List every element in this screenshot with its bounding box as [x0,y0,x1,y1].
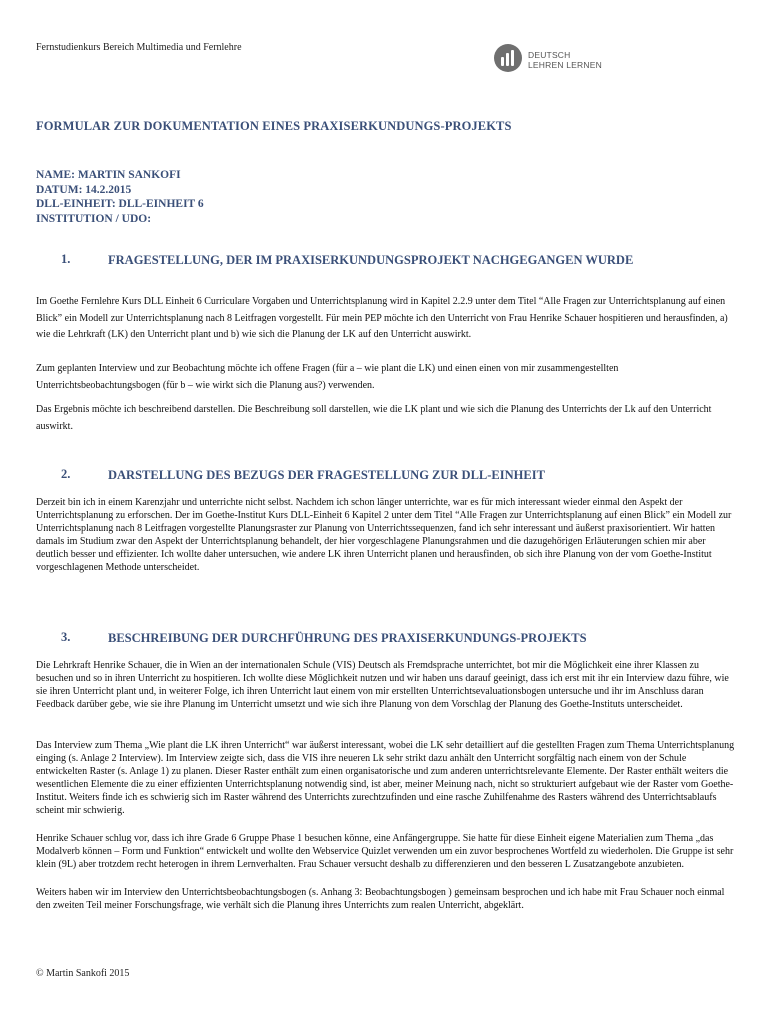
section-3-title: BESCHREIBUNG DER DURCHFÜHRUNG DES PRAXISERKUNDUNGS-PROJEKTS [108,631,587,645]
logo-text: DEUTSCH LEHREN LERNEN [528,50,602,70]
section-3-number: 3. [61,630,71,644]
meta-date: DATUM: 14.2.2015 [36,183,132,196]
section-1-paragraph: Das Ergebnis möchte ich beschreibend darstellen. Die Beschreibung soll darstellen, wie die LK plant und wie sich die Planung des Unterrichts der Lk auf den Unterricht auswirkt. [36,404,712,432]
meta-unit: DLL-EINHEIT: DLL-EINHEIT 6 [36,198,204,210]
section-3-paragraph: Das Interview zum Thema „Wie plant die LK ihren Unterricht“ war äußerst interessant, wobei die LK sehr detailliert auf die gestellten Fragen zum Thema Unterrichtsplanung einging (s. Anlage 2 Interview). Im Interview zeigte sich, dass die VIS ihre neueren Lk sehr strikt dazu anhält den Unterricht sorgfältig nach einem von der Schule entwickelten Raster (s. Anlage 1) zu planen. Dieser Raster enthält zum einen organisatorische und zum anderen unterrichtsrelevante Elemente. Der Raster enthält weiters die wesentlichen Elemente die zu einer effizienten Unterrichtsplanung notwendig sind, ist aber, meiner Meinung nach, nicht so strukturiert aufgebaut wie der Raster vom Goethe-Institut. Weiters finde ich es schwierig sich im Raster während des Unterrichts zurechtzufinden und eine rasche Zuhilfenahme des Rasters während des Unterrichtsablaufs scheint mir schwierig. [36,740,735,816]
header-course-name: Fernstudienkurs Bereich Multimedia und Fernlehre [36,42,242,53]
footer-copyright: © Martin Sankofi 2015 [36,968,130,979]
section-1-paragraph: Im Goethe Fernlehre Kurs DLL Einheit 6 Curriculare Vorgaben und Unterrichtsplanung wird in Kapitel 2.2.9 unter dem Titel “Alle Fragen zur Unterrichtsplanung auf einen Blick” ein Modell zur Unterrichtsplanung nach 8 Leitfragen vorgestellt. Für mein PEP möchte ich den Unterricht von Frau Henrike Schauer hospitieren und herausfinden, a) wie die Lehrkraft (LK) den Unterricht plant und b) wie sich die Planung der LK auf den Unterricht auswirkt. [36,296,728,340]
section-3-paragraph: Henrike Schauer schlug vor, dass ich ihre Grade 6 Gruppe Phase 1 besuchen könne, eine Anfängergruppe. Sie hatte für diese Einheit eigene Materialien zum Thema „das Modalverb können – Form und Funktion“ entwickelt und wollte den Webservice Quizlet verwenden um ein zuvor besprochenes Wortfeld zu wiederholen. Die Gruppe ist sehr klein (9L) aber trotzdem recht heterogen in ihrem Lernverhalten. Frau Schauer versucht deshalb zu differenzieren und den besseren L Zusatzangebote anzubieten. [36,833,734,870]
meta-block [36,168,204,226]
section-3-paragraph: Weiters haben wir im Interview den Unterrichtsbeobachtungsbogen (s. Anhang 3: Beobachtungsbogen ) gemeinsam besprochen und ich habe mit Frau Schauer noch einmal den zweiten Teil meiner Forschungsfrage, wie verhält sich die Planung ihres Unterrichts zum realen Unterricht, abgeklärt. [36,887,725,911]
section-2-title: DARSTELLUNG DES BEZUGS DER FRAGESTELLUNG ZUR DLL-EINHEIT [108,468,545,482]
section-1-title: FRAGESTELLUNG, DER IM PRAXISERKUNDUNGSPROJEKT NACHGEGANGEN WURDE [108,253,634,267]
section-2-number: 2. [61,467,71,481]
form-title: FORMULAR ZUR DOKUMENTATION EINES PRAXISERKUNDUNGS-PROJEKTS [36,119,512,133]
logo-bars-icon [494,44,522,72]
section-1-number: 1. [61,252,71,266]
section-3-paragraph: Die Lehrkraft Henrike Schauer, die in Wien an der internationalen Schule (VIS) Deutsch als Fremdsprache unterrichtet, bot mir die Möglichkeit eine ihrer Klassen zu besuchen und so in ihren Unterricht zu hospitieren. Ich wollte diese Möglichkeit nutzen und wir haben uns darauf geeinigt, dass ich erst mit ihr ein Interview dazu führe, wie sie ihren Unterricht plant und, in weiterer Folge, ich ihren Unterricht laut einem von mir erstellten Unterrichtsevaluationsbogen untersuche und ihr im Anschluss daran Feedback darüber gebe, wie sie ihre Planung im Unterricht umsetzt und wie sich ihre Planung von dem Vorschlag der Planung des Goethe-Instituts unterscheidet. [36,660,729,710]
dll-logo [494,44,606,74]
meta-institution: INSTITUTION / UDO: [36,212,152,225]
section-1-paragraph: Zum geplanten Interview und zur Beobachtung möchte ich offene Fragen (für a – wie plant die LK) und einen einen von mir zusammengestellten Unterrichtsbeobachtungsbogen (für b – wie wirkt sich die Planung aus?) verwenden. [36,363,619,391]
section-2-paragraph: Derzeit bin ich in einem Karenzjahr und unterrichte nicht selbst. Nachdem ich schon länger unterrichte, war es für mich interessant wieder einmal den Aspekt der Unterrichtsplanung zu erforschen. Der im Goethe-Institut Kurs DLL-Einheit 6 Kapitel 2 unter dem Titel “Alle Fragen zur Unterrichtsplanung auf einen Blick” ein Modell zur Unterrichtsplanung nach 8 Leitfragen vorgestellte Planungsraster zur Planung von Unterrichtssequenzen, fand ich sehr interessant und äußerst praxisorientiert. Wir hatten damals im Studium zwar den Aspekt der Unterrichtsplanung behandelt, der hier vorgeschlagene Planungsrahmen und die dazugehörigen Erläuterungen schien mir aber deutlich besser und effizienter. Ich wollte daher untersuchen, wie andere LK ihren Unterricht planen und herausfinden, ob sich ihre Planung von der vom Goethe-Institut vorgeschlagenen Methode unterscheidet. [36,497,732,573]
meta-name: NAME: MARTIN SANKOFI [36,169,181,181]
